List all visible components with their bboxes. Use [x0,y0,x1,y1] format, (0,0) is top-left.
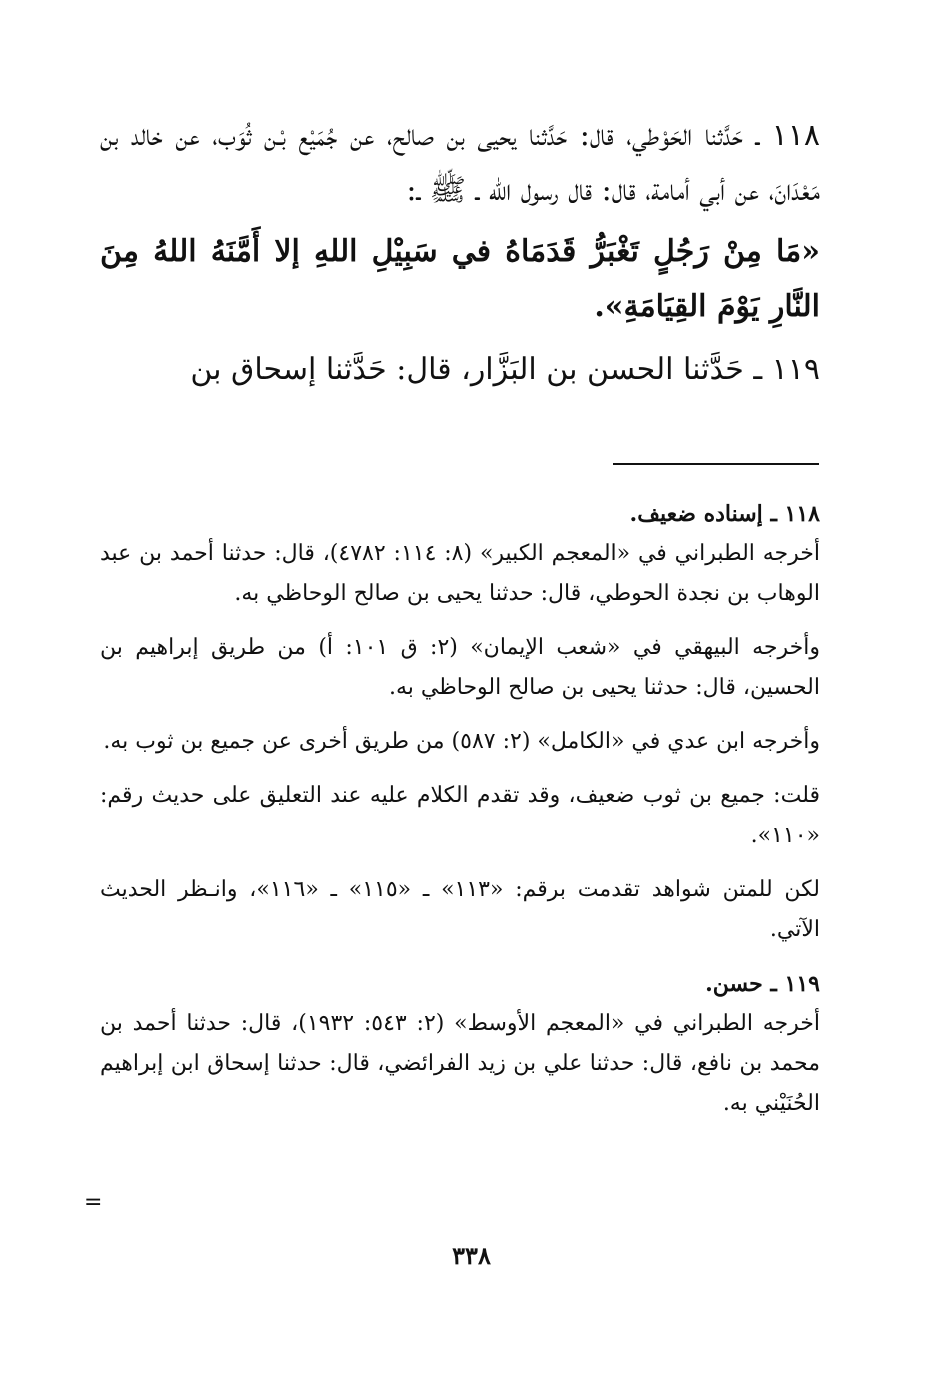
note-118-paragraph: قلت: جميع بن ثوب ضعيف، وقد تقدم الكلام عليه عند التعليق على حديث رقم: «١١٠». [100,783,820,848]
note-119-paragraph: أخرجه الطبراني في «المعجم الأوسط» (٢: ٥٤٣: ١٩٣٢)، قال: حدثنا أحمد بن محمد بن نافع، قال: حدثنا علي بن زيد الفرائضي، قال: حدثنا إسحاق ابن إبراهيم الحُنَيْني به. [100,1011,821,1116]
footnotes [100,494,820,1124]
hadith-118-text: «مَا مِنْ رَجُلٍ تَغْبَرُّ قَدَمَاهُ في سَبِيْلِ اللهِ إلا أَمَّنَهُ اللهُ مِنَ النَّارِ يَوْمَ القِيَامَةِ». [100,234,820,324]
page-number: ٣٣٨ [452,1241,491,1270]
footnote-separator [613,463,819,465]
note-118-paragraph: أخرجه الطبراني في «المعجم الكبير» (٨: ١١٤: ٤٧٨٢)، قال: حدثنا أحمد بن عبد الوهاب بن نجدة الحوطي، قال: حدثنا يحيى بن صالح الوحاظي به. [100,541,820,606]
main-text [100,108,820,397]
hadith-118-chain: ١١٨ ـ حَدَّثنا الحَوْطي، قال: حَدَّثنا يحيى بن صالح، عن جُمَيْع بْـن ثُوَب، عن خالد بن مَعْدَانَ، عن أبي أمامة، قال: قال رسول الله ـ ﷺ ـ: [100,118,820,208]
continuation-mark: = [84,1190,103,1215]
note-119-grade: ١١٩ ـ حسن. [705,971,820,997]
note-118-paragraph: وأخرجه ابن عدي في «الكامل» (٢: ٥٨٧) من طريق أخرى عن جميع بن ثوب به. [103,729,820,754]
note-118-paragraph: لكن للمتن شواهد تقدمت برقم: «١١٣» ـ «١١٥» ـ «١١٦»، وانـظر الحديث الآتي. [100,877,821,942]
note-118-paragraph: وأخرجه البيهقي في «شعب الإيمان» (٢: ق ١٠١: أ) من طريق إبراهيم بن الحسين، قال: حدثنا يحيى بن صالح الوحاظي به. [100,635,821,700]
hadith-119-chain: ١١٩ ـ حَدَّثنا الحسن بن البَزَّار، قال: حَدَّثنا إسحاق بن [190,352,820,387]
note-118-grade: ١١٨ ـ إسناده ضعيف. [629,501,820,527]
